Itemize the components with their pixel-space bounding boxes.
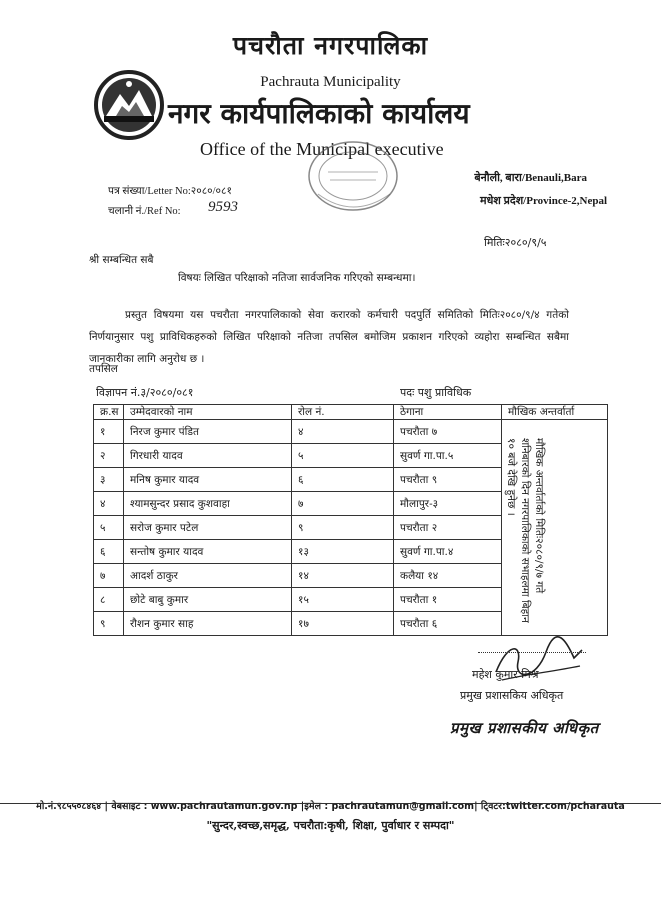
- roll-cell: १४: [292, 564, 394, 588]
- interview-note-cell: [502, 420, 608, 636]
- footer-divider: [0, 803, 661, 804]
- municipality-title-english: Pachrauta Municipality: [260, 74, 401, 90]
- address-cell: पचरौता ६: [394, 612, 502, 636]
- address-cell: सुवर्ण गा.पा.५: [394, 444, 502, 468]
- post-title: पदः पशु प्राविधिक: [400, 386, 472, 399]
- letter-subject: विषयः लिखित परिक्षाको नतिजा सार्वजनिक गरिएको सम्बन्धमा।: [178, 272, 416, 284]
- roll-cell: १७: [292, 612, 394, 636]
- serial-cell: ३: [94, 468, 124, 492]
- office-title-english: Office of the Municipal executive: [200, 139, 444, 159]
- serial-cell: २: [94, 444, 124, 468]
- serial-cell: ९: [94, 612, 124, 636]
- column-header-address: ठेगाना: [394, 405, 502, 420]
- schedule-label: तपसिल: [89, 363, 118, 375]
- footer-contact: मो.नं.९८५५०८४६४ | वेबसाइट : www.pachrautamun.gov.np |इमेल : pachrautamun@gmail.com| टि्वटर:twitter.com/pcharauta: [36, 801, 625, 812]
- address-cell: मौलापुर-३: [394, 492, 502, 516]
- serial-cell: ४: [94, 492, 124, 516]
- ref-number-label: चलानी नं./Ref No:: [108, 206, 181, 217]
- table-header-row: [94, 405, 608, 420]
- roll-cell: ४: [292, 420, 394, 444]
- name-cell: सन्तोष कुमार यादव: [124, 540, 292, 564]
- handwritten-signature-icon: [488, 632, 588, 692]
- column-header-roll: रोल नं.: [292, 405, 394, 420]
- address-cell: पचरौता २: [394, 516, 502, 540]
- name-cell: सरोज कुमार पटेल: [124, 516, 292, 540]
- roll-cell: ६: [292, 468, 394, 492]
- address-line-2: मधेश प्रदेश/Province-2,Nepal: [480, 195, 607, 207]
- roll-cell: ५: [292, 444, 394, 468]
- serial-cell: ५: [94, 516, 124, 540]
- municipality-title-nepali: पचरौता नगरपालिका: [232, 31, 429, 60]
- serial-cell: ८: [94, 588, 124, 612]
- serial-cell: ६: [94, 540, 124, 564]
- office-stamp-icon: [298, 132, 408, 224]
- office-title-nepali: नगर कार्यपालिकाको कार्यालय: [168, 97, 470, 130]
- letter-date: मितिः२०८०/९/५: [484, 236, 547, 249]
- signer-title: प्रमुख प्रशासकिय अधिकृत: [460, 689, 564, 702]
- roll-cell: १५: [292, 588, 394, 612]
- name-cell: रौशन कुमार साह: [124, 612, 292, 636]
- results-table: [93, 404, 608, 636]
- column-header-serial: क्र.स: [94, 405, 124, 420]
- address-cell: सुवर्ण गा.पा.४: [394, 540, 502, 564]
- footer-motto: "सुन्दर,स्वच्छ,समृद्ध, पचरौता:कृषी, शिक्षा, पुर्वाधार र सम्पदा": [206, 819, 455, 832]
- roll-cell: ७: [292, 492, 394, 516]
- serial-cell: १: [94, 420, 124, 444]
- interview-note: मौखिक अन्तर्वार्ताको मितिः२०८०/९/७ गते शनिबारको दिन नगरपालिकाको सभाहलमा बिहान १० बजे देखि हुनेछ ।: [505, 438, 545, 623]
- salutation: श्री सम्बन्धित सबै: [89, 254, 154, 266]
- name-cell: मनिष कुमार यादव: [124, 468, 292, 492]
- column-header-interview: मौखिक अन्तर्वार्ता: [502, 405, 608, 420]
- municipality-emblem-icon: [92, 68, 166, 142]
- ref-number-value: 9593: [208, 199, 238, 215]
- name-cell: छोटे बाबु कुमार: [124, 588, 292, 612]
- serial-cell: ७: [94, 564, 124, 588]
- letter-number: पत्र संख्या/Letter No:२०८०/०८१: [108, 186, 232, 197]
- signer-name: महेश कुमार मिश्र: [472, 668, 539, 681]
- address-cell: कलैया १४: [394, 564, 502, 588]
- column-header-name: उम्मेदवारको नाम: [124, 405, 292, 420]
- address-cell: पचरौता ७: [394, 420, 502, 444]
- name-cell: गिरधारी यादव: [124, 444, 292, 468]
- table-row: [94, 420, 608, 444]
- notice-number: विज्ञापन नं.३/२०८०/०८१: [96, 386, 194, 399]
- roll-cell: १३: [292, 540, 394, 564]
- name-cell: निरज कुमार पंडित: [124, 420, 292, 444]
- address-cell: पचरौता १: [394, 588, 502, 612]
- signature-line: [478, 652, 586, 653]
- letter-body: प्रस्तुत विषयमा यस पचरौता नगरपालिकाको सेवा करारको कर्मचारी पदपुर्ति समितिको मितिः२०८०/९/४ गतेको निर्णयानुसार पशु प्राविधिकहरुको लिखित परिक्षाको नतिजा तपसिल बमोजिम प्रकाशन गरिएको व्यहोरा सम्बन्धित सबैमा जानकारीका लागि अनुरोध छ ।: [89, 309, 569, 365]
- roll-cell: ९: [292, 516, 394, 540]
- name-cell: श्यामसुन्दर प्रसाद कुशवाहा: [124, 492, 292, 516]
- address-line-1: बेनौली, बारा/Benauli,Bara: [474, 172, 587, 184]
- official-seal-text: प्रमुख प्रशासकीय अधिकृत: [450, 719, 599, 737]
- name-cell: आदर्श ठाकुर: [124, 564, 292, 588]
- address-cell: पचरौता ९: [394, 468, 502, 492]
